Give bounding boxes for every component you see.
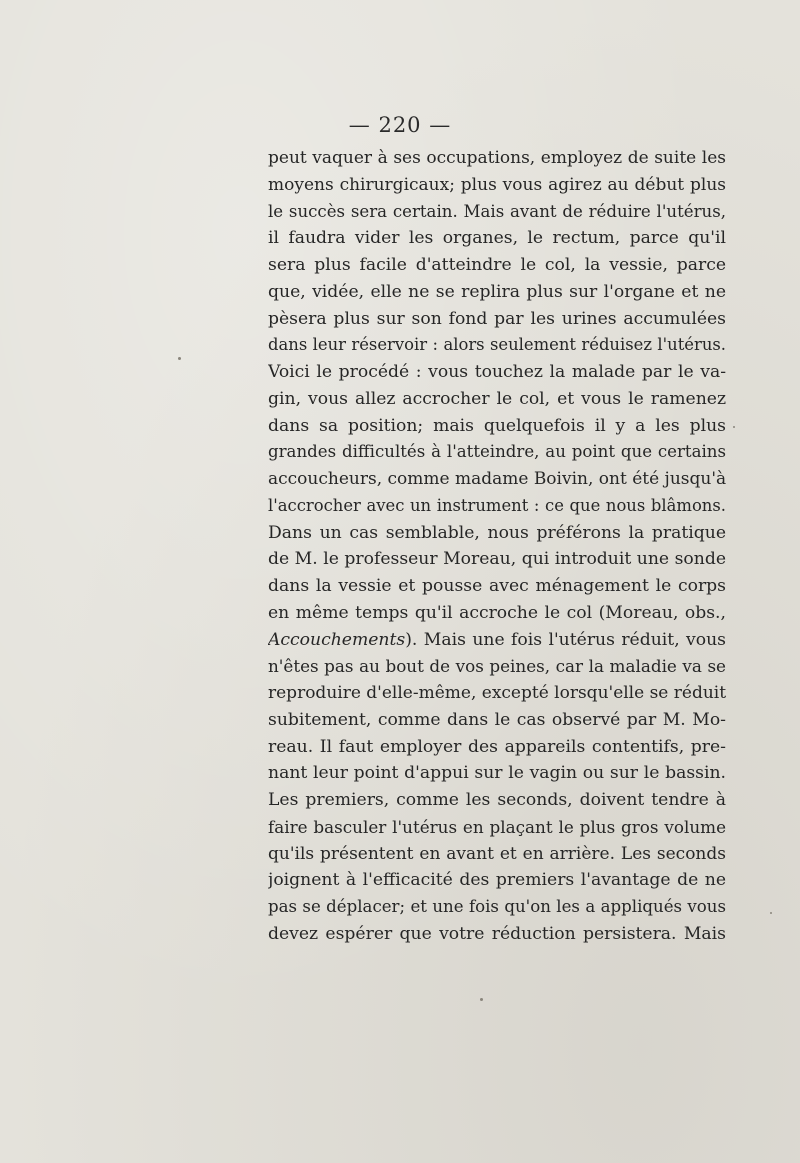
text-line: peut vaquer à ses occupations, employez de suite les — [268, 148, 726, 168]
text-line-italic-citation — [268, 627, 726, 654]
text-line: Les premiers, comme les seconds, doivent tendre à — [268, 790, 726, 810]
text-line: faire basculer l'utérus en plaçant le plus gros volume — [268, 816, 726, 837]
paper-speck — [480, 998, 483, 1001]
text-line: Voici le procédé : vous touchez la malade par le va- — [268, 362, 726, 382]
text-line: devez espérer que votre réduction persistera. Mais — [268, 923, 726, 944]
text-line: grandes difficultés à l'atteindre, au point que certains — [268, 442, 726, 462]
italic-citation: Accouchements — [268, 629, 406, 650]
text-line: gin, vous allez accrocher le col, et vous le ramenez — [268, 388, 726, 409]
text-line: subitement, comme dans le cas observé par M. Mo- — [268, 709, 726, 730]
text-line: il faudra vider les organes, le rectum, parce qu'il — [268, 228, 726, 249]
text-line: dans leur réservoir : alors seulement réduisez l'utérus. — [268, 335, 726, 355]
text-line-rest: ). Mais une fois l'utérus réduit, vous — [405, 629, 726, 650]
text-line: pèsera plus sur son fond par les urines accumulées — [268, 308, 726, 329]
text-line: reau. Il faut employer des appareils contentifs, pre- — [268, 736, 726, 757]
text-line: l'accrocher avec un instrument : ce que nous blâmons. — [268, 495, 726, 515]
text-line: moyens chirurgicaux; plus vous agirez au début plus — [268, 174, 726, 195]
text-line: le succès sera certain. Mais avant de réduire l'utérus, — [268, 201, 726, 221]
page-number: — 220 — — [348, 113, 452, 137]
text-line: accoucheurs, comme madame Boivin, ont été jusqu'à — [268, 469, 726, 489]
text-line: que, vidée, elle ne se replira plus sur l'organe et ne — [268, 281, 726, 302]
text-line: sera plus facile d'atteindre le col, la vessie, parce — [268, 255, 726, 275]
text-line: dans la vessie et pousse avec ménagement le corps — [268, 576, 726, 596]
text-line: pas se déplacer; et une fois qu'on les a appliqués vous — [268, 897, 726, 916]
paper-speck — [733, 426, 735, 428]
text-line: Dans un cas semblable, nous préférons la pratique — [268, 522, 726, 543]
text-line: reproduire d'elle-même, excepté lorsqu'elle se réduit — [268, 683, 726, 703]
text-line: de M. le professeur Moreau, qui introduit une sonde — [268, 549, 726, 570]
text-line: nant leur point d'appui sur le vagin ou sur le bassin. — [268, 763, 726, 784]
text-line: n'êtes pas au bout de vos peines, car la maladie va se — [268, 656, 726, 677]
text-line: qu'ils présentent en avant et en arrière. Les seconds — [268, 843, 726, 864]
paper-speck — [770, 912, 772, 914]
text-line: en même temps qu'il accroche le col (Moreau, obs., — [268, 602, 726, 623]
body-text — [268, 145, 726, 948]
paper-speck — [178, 357, 181, 360]
text-line: joignent à l'efficacité des premiers l'avantage de ne — [268, 870, 726, 891]
text-line: dans sa position; mais quelquefois il y a les plus — [268, 415, 726, 436]
